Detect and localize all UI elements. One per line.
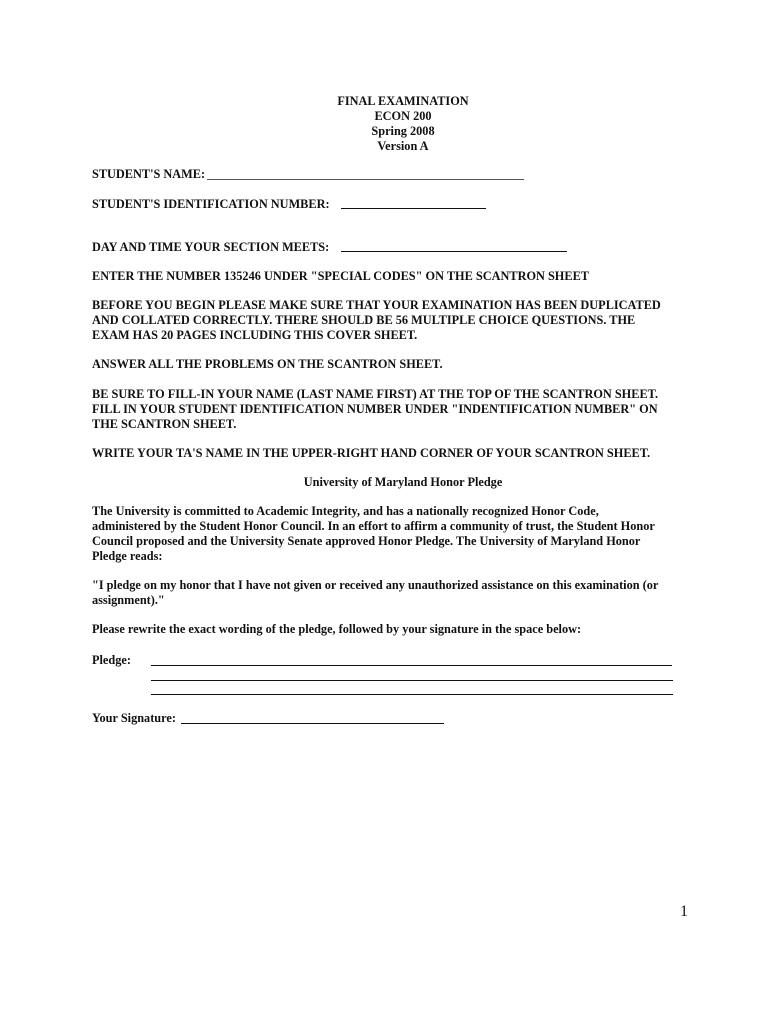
before-begin-line: AND COLLATED CORRECTLY. THERE SHOULD BE 56 MULTIPLE CHOICE QUESTIONS. THE	[92, 313, 636, 327]
pledge-intro-line: Pledge reads:	[92, 549, 163, 563]
section-time-label: DAY AND TIME YOUR SECTION MEETS:	[92, 240, 330, 254]
pledge-line-2[interactable]	[151, 680, 673, 681]
pledge-line-3[interactable]	[151, 694, 673, 695]
pledge-intro-line: administered by the Student Honor Council. In an effort to affirm a community of trust, the Student Honor	[92, 519, 655, 533]
signature-label: Your Signature:	[92, 711, 176, 725]
student-id-label: STUDENT'S IDENTIFICATION NUMBER:	[92, 197, 330, 211]
before-begin-line: EXAM HAS 20 PAGES INCLUDING THIS COVER SHEET.	[92, 328, 418, 342]
special-codes-instruction: ENTER THE NUMBER 135246 UNDER "SPECIAL CODES" ON THE SCANTRON SHEET	[92, 269, 589, 283]
pledge-line-1[interactable]	[151, 665, 672, 666]
term: Spring 2008	[371, 124, 435, 138]
course-code: ECON 200	[374, 109, 432, 123]
pledge-title: University of Maryland Honor Pledge	[303, 475, 503, 489]
pledge-quote-line: "I pledge on my honor that I have not given or received any unauthorized assistance on this examination (or	[92, 578, 659, 592]
page-number: 1	[680, 903, 688, 920]
section-time-field[interactable]	[341, 251, 567, 252]
pledge-intro-line: The University is committed to Academic Integrity, and has a nationally recognized Honor Code,	[92, 504, 599, 518]
rewrite-instruction: Please rewrite the exact wording of the pledge, followed by your signature in the space below:	[92, 622, 582, 636]
student-id-field[interactable]	[341, 208, 486, 209]
fill-in-line: BE SURE TO FILL-IN YOUR NAME (LAST NAME FIRST) AT THE TOP OF THE SCANTRON SHEET.	[92, 387, 659, 401]
pledge-label: Pledge:	[92, 653, 131, 667]
fill-in-line: FILL IN YOUR STUDENT IDENTIFICATION NUMBER UNDER "INDENTIFICATION NUMBER" ON	[92, 402, 658, 416]
ta-name-instruction: WRITE YOUR TA'S NAME IN THE UPPER-RIGHT HAND CORNER OF YOUR SCANTRON SHEET.	[92, 446, 651, 460]
version: Version A	[377, 139, 429, 153]
student-name-field[interactable]	[207, 179, 524, 180]
answer-all-instruction: ANSWER ALL THE PROBLEMS ON THE SCANTRON SHEET.	[92, 357, 443, 371]
before-begin-line: BEFORE YOU BEGIN PLEASE MAKE SURE THAT YOUR EXAMINATION HAS BEEN DUPLICATED	[92, 298, 661, 312]
exam-title: FINAL EXAMINATION	[337, 94, 469, 108]
signature-field[interactable]	[181, 723, 444, 724]
student-name-label: STUDENT'S NAME:	[92, 167, 206, 181]
fill-in-line: THE SCANTRON SHEET.	[92, 417, 237, 431]
pledge-intro-line: Council proposed and the University Senate approved Honor Pledge. The University of Maryland Honor	[92, 534, 641, 548]
pledge-quote-line: assignment)."	[92, 593, 165, 607]
